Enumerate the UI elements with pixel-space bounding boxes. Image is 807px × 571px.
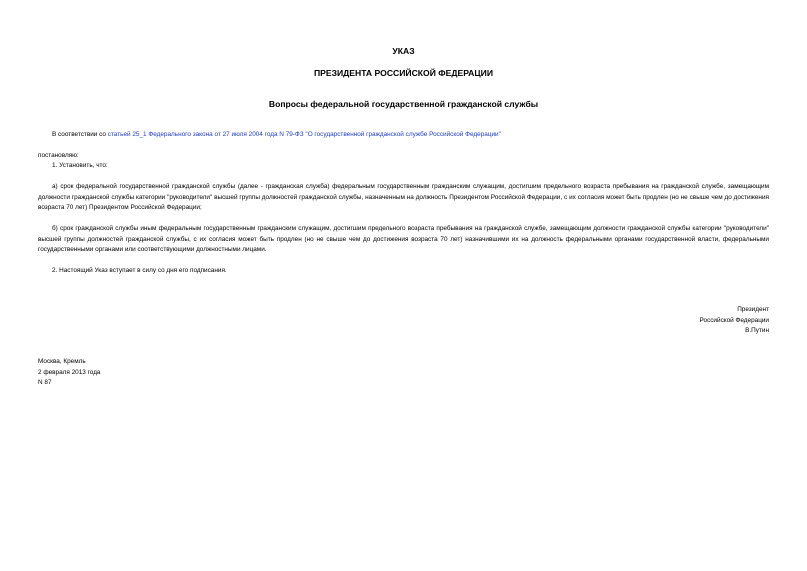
place-city: Москва, Кремль bbox=[38, 358, 86, 365]
item-1: 1. Установить, что: bbox=[52, 162, 108, 169]
decided-text: постановляю: bbox=[38, 152, 79, 159]
law-article-link[interactable]: статьей 25_1 bbox=[107, 131, 147, 138]
federal-law-link[interactable]: Федерального закона от 27 июля 2004 года N 79-ФЗ "О государственной гражданской службе Российской Федерации" bbox=[146, 131, 501, 138]
item-2: 2. Настоящий Указ вступает в силу со дня его подписания. bbox=[52, 267, 227, 274]
signature-country: Российской Федерации bbox=[699, 316, 769, 324]
document-subject: Вопросы федеральной государственной гражданской службы bbox=[268, 99, 539, 109]
intro-prefix: В соответствии со bbox=[52, 131, 108, 138]
intro-paragraph bbox=[38, 130, 769, 141]
decree-number: N 87 bbox=[38, 379, 52, 386]
item-b: б) срок гражданской службы иным федеральным государственным гражданским служащим, достигшим предельного возраста пребывания на гражданской службе, замещающим должности гражданской службы категории "руководители" высшей группы должностей гражданской службы, с их согласия может быть продлен (но не свыше чем до достижения возраста 70 лет) назначившими их на должность федеральными органами государственной власти, федеральными государственными органами или соответствующими должностными лицами. bbox=[38, 225, 769, 253]
signature-name: В.Путин bbox=[745, 327, 769, 334]
item-a: а) срок федеральной государственной гражданской службы (далее - гражданская служба) федеральным государственным гражданским служащим, достигшим предельного возраста пребывания на гражданской службе, замещающим должности гражданской службы категории "руководители" высшей группы должностей гражданской службы, назначенным на должность Президентом Российской Федерации, с их согласия может быть продлен (но не свыше чем до достижения возраста 70 лет) Президентом Российской Федерации; bbox=[38, 183, 769, 211]
document-title: УКАЗ bbox=[392, 46, 415, 56]
decree-date: 2 февраля 2013 года bbox=[38, 368, 101, 376]
document-page bbox=[38, 0, 769, 571]
signature-position: Президент bbox=[737, 306, 769, 313]
place-date-block bbox=[38, 357, 101, 389]
signature-block bbox=[569, 305, 769, 337]
document-issuer: ПРЕЗИДЕНТА РОССИЙСКОЙ ФЕДЕРАЦИИ bbox=[313, 68, 494, 78]
